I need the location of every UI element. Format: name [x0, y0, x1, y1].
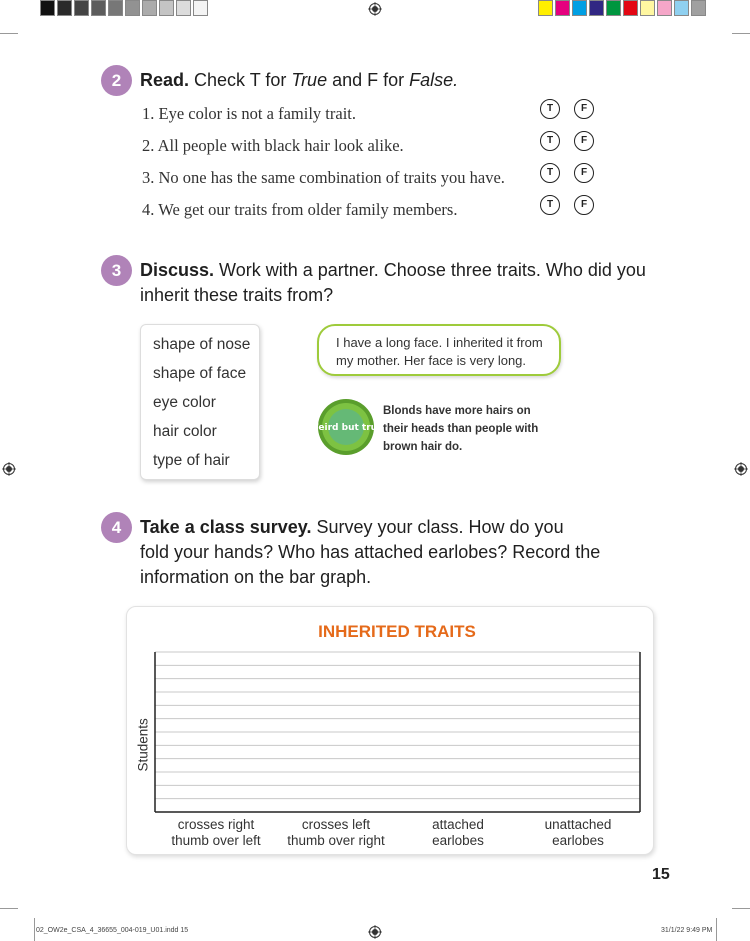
- color-swatch: [572, 0, 587, 16]
- registration-mark-icon: [368, 2, 382, 16]
- x-tick-label-line: earlobes: [432, 833, 484, 848]
- color-swatch: [640, 0, 655, 16]
- color-swatch: [674, 0, 689, 16]
- x-tick-label: [519, 817, 637, 849]
- trait-item: shape of nose: [153, 336, 251, 353]
- heading-text: Work with a partner. Choose three traits. Who did you: [214, 260, 646, 280]
- x-tick-label: [399, 817, 517, 849]
- gray-swatch: [108, 0, 123, 16]
- section-3-heading-bold: Discuss.: [140, 260, 215, 280]
- color-swatch: [555, 0, 570, 16]
- gray-swatch: [159, 0, 174, 16]
- page-number: 15: [652, 866, 670, 883]
- gray-swatch: [74, 0, 89, 16]
- heading-text: information on the bar graph.: [140, 567, 372, 587]
- heading-text: inherit these traits from?: [140, 285, 334, 305]
- statement-1: 1. Eye color is not a family trait.: [142, 104, 356, 123]
- heading-text: fold your hands? Who has attached earlobes? Record the: [140, 542, 601, 562]
- x-tick-label-line: attached: [432, 817, 484, 832]
- registration-mark-icon: [734, 462, 748, 476]
- statement-2: 2. All people with black hair look alike.: [142, 136, 404, 155]
- y-axis-label: Students: [135, 718, 151, 772]
- bar-graph-card: [126, 606, 654, 855]
- slug-timestamp: 31/1/22 9:49 PM: [661, 927, 713, 934]
- section-3-heading: [140, 258, 646, 308]
- section-2-number: 2: [101, 65, 132, 96]
- speech-bubble: [317, 324, 561, 376]
- gray-swatch: [125, 0, 140, 16]
- true-option-1[interactable]: T: [540, 99, 560, 119]
- heading-text: Survey your class. How do you: [311, 517, 564, 537]
- speech-bubble-text: I have a long face. I inherited it from my mother. Her face is very long.: [336, 335, 543, 368]
- section-2-heading-bold: Read.: [140, 70, 190, 90]
- badge-text: Weird but true: [308, 423, 384, 433]
- color-swatch: [657, 0, 672, 16]
- true-option-4[interactable]: T: [540, 195, 560, 215]
- gray-swatch: [40, 0, 55, 16]
- x-tick-label: [157, 817, 275, 849]
- color-swatch: [538, 0, 553, 16]
- gray-swatch: [176, 0, 191, 16]
- trait-item: shape of face: [153, 365, 247, 382]
- section-4-heading: [140, 515, 600, 590]
- heading-italic-true: True: [291, 70, 328, 90]
- true-option-3[interactable]: T: [540, 163, 560, 183]
- trait-item: type of hair: [153, 452, 230, 469]
- x-tick-label-line: thumb over left: [171, 833, 261, 848]
- section-2-heading: [140, 68, 458, 93]
- crop-mark: [34, 918, 35, 941]
- section-4-heading-bold: Take a class survey.: [140, 517, 312, 537]
- heading-text: and F for: [327, 70, 410, 90]
- section-3-number: 3: [101, 255, 132, 286]
- statement-3: 3. No one has the same combination of traits you have.: [142, 168, 505, 187]
- crop-mark: [716, 918, 717, 941]
- x-tick-label-line: unattached: [544, 817, 612, 832]
- color-swatch: [589, 0, 604, 16]
- true-option-2[interactable]: T: [540, 131, 560, 151]
- fun-fact-line: Blonds have more hairs on: [383, 405, 531, 417]
- color-swatch: [606, 0, 621, 16]
- color-swatch: [623, 0, 638, 16]
- crop-mark: [0, 33, 18, 34]
- heading-text: Check T for: [189, 70, 292, 90]
- false-option-4[interactable]: F: [574, 195, 594, 215]
- section-4-number: 4: [101, 512, 132, 543]
- false-option-2[interactable]: F: [574, 131, 594, 151]
- false-option-1[interactable]: F: [574, 99, 594, 119]
- x-tick-label-line: earlobes: [552, 833, 604, 848]
- color-swatch: [691, 0, 706, 16]
- gray-swatch: [57, 0, 72, 16]
- statement-4: 4. We get our traits from older family members.: [142, 200, 458, 219]
- weird-but-true-badge-icon: [308, 398, 384, 456]
- registration-mark-icon: [368, 925, 382, 939]
- crop-mark: [732, 908, 750, 909]
- registration-mark-icon: [2, 462, 16, 476]
- fun-fact-line: their heads than people with: [383, 423, 539, 435]
- false-option-3[interactable]: F: [574, 163, 594, 183]
- x-tick-label: [277, 817, 395, 849]
- x-tick-label-line: crosses left: [301, 817, 371, 832]
- chart-title: INHERITED TRAITS: [318, 622, 476, 641]
- trait-item: hair color: [153, 423, 217, 440]
- crop-mark: [732, 33, 750, 34]
- gray-swatch: [91, 0, 106, 16]
- fun-fact-line: brown hair do.: [383, 441, 463, 453]
- gray-swatch: [142, 0, 157, 16]
- trait-list-box: [140, 324, 260, 480]
- fun-fact-text: [383, 402, 538, 456]
- heading-italic-false: False.: [409, 70, 459, 90]
- gray-swatch: [193, 0, 208, 16]
- x-tick-label-line: crosses right: [177, 817, 255, 832]
- x-tick-label-line: thumb over right: [287, 833, 385, 848]
- slug-file-name: 02_OW2e_CSA_4_36655_004-019_U01.indd 15: [36, 927, 189, 934]
- crop-mark: [0, 908, 18, 909]
- trait-item: eye color: [153, 394, 216, 411]
